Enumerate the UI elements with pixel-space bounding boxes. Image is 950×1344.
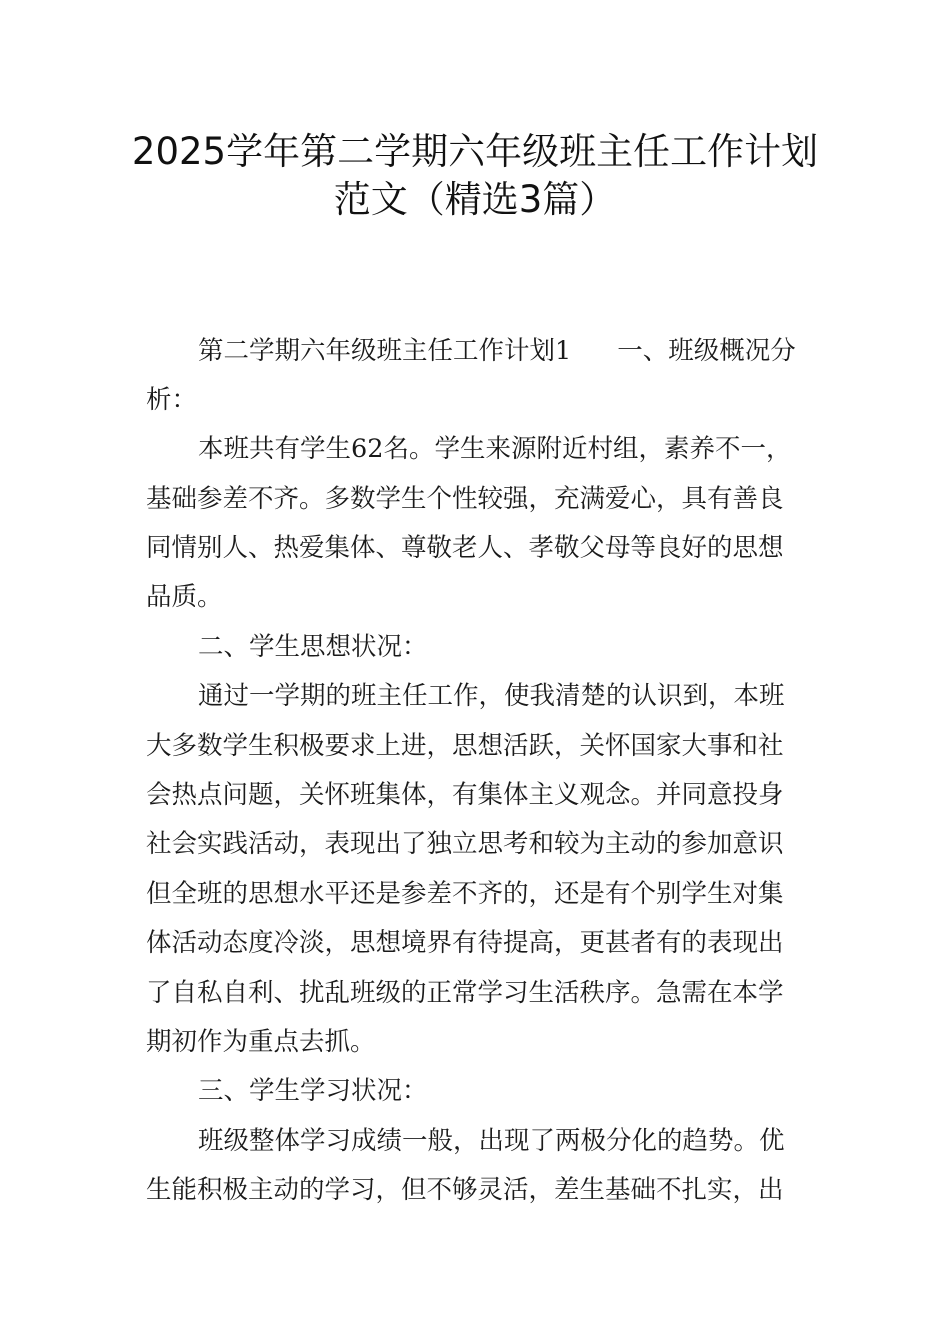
document-title-line-2: 范文（精选3篇）: [333, 178, 617, 221]
document-title-line-1: 2025学年第二学期六年级班主任工作计划: [131, 130, 819, 173]
text-line: 生能积极主动的学习，但不够灵活，差生基础不扎实，出: [146, 1175, 784, 1205]
section-heading-plan-1: 第二学期六年级班主任工作计划1: [198, 336, 572, 366]
section-heading-student-thoughts: 二、学生思想状况：: [198, 632, 428, 662]
text-line: 社会实践活动，表现出了独立思考和较为主动的参加意识: [146, 829, 784, 859]
section-heading-class-overview: 一、班级概况分: [617, 336, 796, 366]
text-line: 了自私自利、扰乱班级的正常学习生活秩序。急需在本学: [146, 978, 784, 1008]
text-line: 析：: [146, 385, 198, 415]
text-line: 同情别人、热爱集体、尊敬老人、孝敬父母等良好的思想: [146, 533, 784, 563]
text-line: 通过一学期的班主任工作，使我清楚的认识到，本班: [198, 681, 785, 711]
text-line: 大多数学生积极要求上进，思想活跃，关怀国家大事和社: [146, 731, 784, 761]
text-line: 基础参差不齐。多数学生个性较强，充满爱心，具有善良: [146, 484, 784, 514]
text-line: 但全班的思想水平还是参差不齐的，还是有个别学生对集: [146, 879, 784, 909]
text-line: 会热点问题，关怀班集体，有集体主义观念。并同意投身: [146, 780, 784, 810]
section-heading-student-learning: 三、学生学习状况：: [198, 1076, 428, 1106]
text-line: 班级整体学习成绩一般，出现了两极分化的趋势。优: [198, 1126, 785, 1156]
text-line: 品质。: [146, 582, 223, 612]
text-line: 体活动态度冷淡，思想境界有待提高，更甚者有的表现出: [146, 928, 784, 958]
text-line: 期初作为重点去抓。: [146, 1027, 376, 1057]
text-line: [198, 326, 796, 376]
text-line: 本班共有学生62名。学生来源附近村组，素养不一，: [198, 434, 792, 464]
